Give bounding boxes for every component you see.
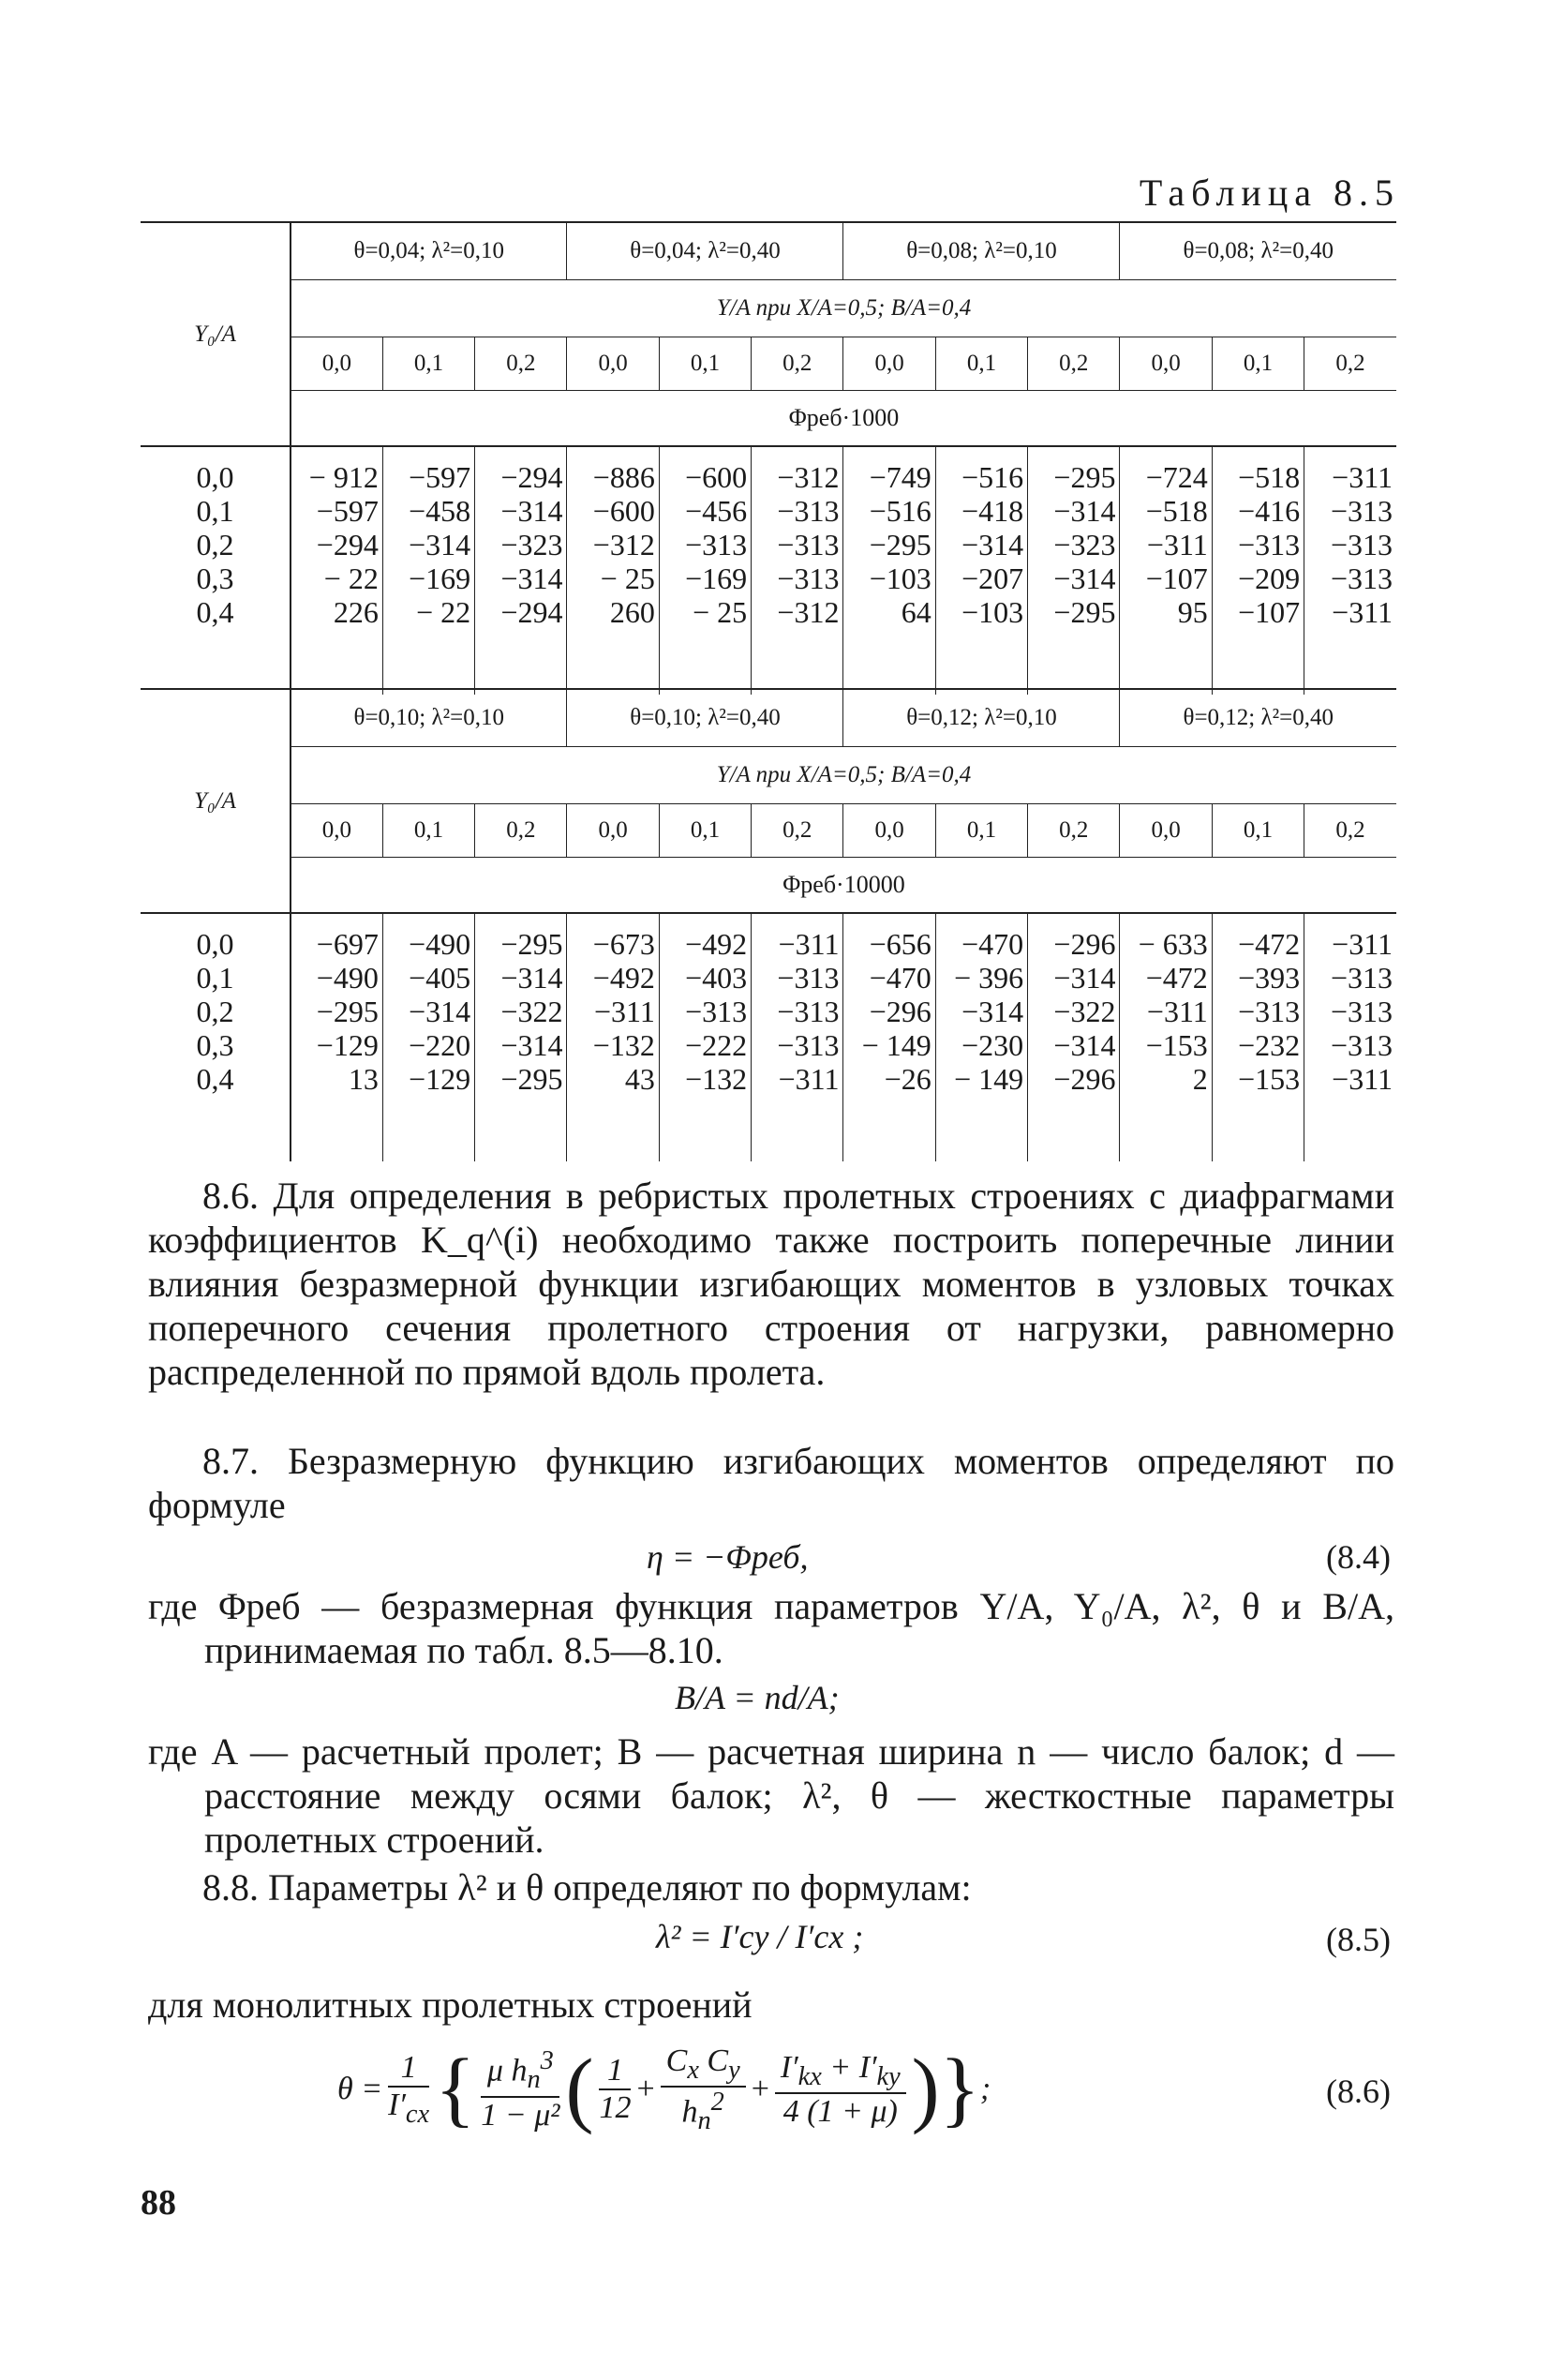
table-cell: −313 xyxy=(777,995,840,1028)
paragraph-text: 8.7. Безразмерную функцию изгибающих моментов определяют по формуле xyxy=(148,1440,1394,1526)
column-header: 0,0 xyxy=(291,337,382,391)
table-cell: −472 xyxy=(1238,927,1301,961)
group-header: θ=0,04; λ²=0,40 xyxy=(567,222,843,280)
value-column xyxy=(1212,913,1304,1161)
page-number: 88 xyxy=(141,2183,176,2223)
table-cell: −312 xyxy=(777,460,840,494)
table-cell: − 25 xyxy=(693,595,748,629)
value-column xyxy=(843,913,935,1161)
table-cell: −516 xyxy=(961,460,1024,494)
table-caption: Таблица 8.5 xyxy=(1139,172,1400,214)
table-cell: −490 xyxy=(409,927,471,961)
table-cell: −232 xyxy=(1238,1028,1301,1062)
table-cell: −311 xyxy=(1332,595,1393,629)
y-value: 0,3 xyxy=(196,1028,234,1062)
column-header: 0,1 xyxy=(382,804,474,858)
value-column xyxy=(659,446,751,695)
table-cell: − 149 xyxy=(861,1028,931,1062)
table-cell: −107 xyxy=(1238,595,1301,629)
table-cell: −294 xyxy=(316,528,379,561)
formula-number: (8.5) xyxy=(1326,1921,1391,1958)
paragraph-text: где A — расчетный пролет; B — расчетная ширина n — число балок; d — расстояние между осями балок; λ², θ — жесткостные параметры пролетных строений. xyxy=(148,1730,1394,1861)
column-header: 0,0 xyxy=(567,337,659,391)
table-cell: −470 xyxy=(961,927,1024,961)
y-value: 0,4 xyxy=(196,595,234,629)
table-cell: −314 xyxy=(1053,561,1116,595)
paragraph-text: 8.8. Параметры λ² и θ определяют по формулам: xyxy=(202,1866,972,1908)
table-cell: −314 xyxy=(1053,1028,1116,1062)
table-cell: −314 xyxy=(409,528,471,561)
function-label: Φреб·1000 xyxy=(291,391,1396,447)
table-cell: − 396 xyxy=(954,961,1024,995)
value-column xyxy=(1120,913,1212,1161)
column-header: 0,1 xyxy=(382,337,474,391)
table-cell: −322 xyxy=(500,995,563,1028)
group-header: θ=0,10; λ²=0,10 xyxy=(291,689,567,747)
value-column xyxy=(475,913,567,1161)
table-cell: −296 xyxy=(869,995,931,1028)
column-header: 0,1 xyxy=(935,337,1027,391)
table-cell: −313 xyxy=(1330,1028,1393,1062)
column-header: 0,2 xyxy=(1304,804,1396,858)
table-cell: −673 xyxy=(592,927,655,961)
table-cell: −295 xyxy=(316,995,379,1028)
paragraph-text: где Φреб — безразмерная функция параметров Y/A, Y₀/A, λ², θ и B/A, принимаемая по табл. 8.5—8.10. xyxy=(148,1585,1394,1671)
value-column xyxy=(1028,446,1120,695)
data-table-2 xyxy=(141,688,1396,1161)
table-cell: −886 xyxy=(592,460,655,494)
column-header: 0,0 xyxy=(1120,337,1212,391)
table-cell: −516 xyxy=(869,494,931,528)
table-cell: −393 xyxy=(1238,961,1301,995)
table-cell: −597 xyxy=(316,494,379,528)
table-cell: −314 xyxy=(1053,494,1116,528)
y-value: 0,0 xyxy=(196,927,234,961)
table-cell: −296 xyxy=(1053,927,1116,961)
table-body xyxy=(141,913,1396,1161)
y-values-cell xyxy=(141,913,291,1161)
group-header: θ=0,08; λ²=0,10 xyxy=(843,222,1120,280)
table-cell: −153 xyxy=(1145,1028,1208,1062)
table-cell: −132 xyxy=(685,1062,748,1096)
table-cell: −311 xyxy=(778,927,840,961)
table-cell: − 149 xyxy=(954,1062,1024,1096)
y-value: 0,1 xyxy=(196,961,234,995)
table-cell: −313 xyxy=(1238,528,1301,561)
column-headers xyxy=(141,804,1396,858)
value-column xyxy=(1304,913,1396,1161)
table-cell: 43 xyxy=(624,1062,655,1096)
table-cell: 64 xyxy=(901,595,931,629)
paragraph-8-6 xyxy=(148,1174,1394,1394)
paragraph-text: для монолитных пролетных строений xyxy=(148,1983,753,2026)
where-block-1 xyxy=(148,1584,1394,1672)
table-cell: −312 xyxy=(592,528,655,561)
value-column xyxy=(291,913,382,1161)
column-header: 0,1 xyxy=(659,337,751,391)
table-cell: −295 xyxy=(1053,460,1116,494)
table-cell: −314 xyxy=(961,995,1024,1028)
table-cell: −313 xyxy=(685,528,748,561)
where-block-2 xyxy=(148,1729,1394,1862)
value-column xyxy=(935,913,1027,1161)
column-header: 0,2 xyxy=(475,337,567,391)
value-column xyxy=(1028,913,1120,1161)
table-cell: −314 xyxy=(500,561,563,595)
table-cell: 260 xyxy=(609,595,655,629)
table-cell: −220 xyxy=(409,1028,471,1062)
group-header: θ=0,08; λ²=0,40 xyxy=(1120,222,1396,280)
y-value: 0,1 xyxy=(196,494,234,528)
column-header: 0,2 xyxy=(752,804,843,858)
table-cell: −129 xyxy=(409,1062,471,1096)
table-cell: 2 xyxy=(1192,1062,1208,1096)
monolith-line xyxy=(148,1983,1394,2027)
column-header: 0,0 xyxy=(1120,804,1212,858)
column-header: 0,0 xyxy=(567,804,659,858)
paragraph-text: 8.6. Для определения в ребристых пролетных строениях с диафрагмами коэффициентов K_q^(i) необходимо также построить поперечные линии влияния безразмерной функции изгибающих моментов в узловых точках поперечного сечения пролетного строения от нагрузки, равномерно распределенной по прямой вдоль пролета. xyxy=(148,1175,1394,1393)
table-cell: −492 xyxy=(592,961,655,995)
y-value: 0,2 xyxy=(196,995,234,1028)
table-cell: −295 xyxy=(1053,595,1116,629)
table-cell: −311 xyxy=(1332,927,1393,961)
value-column xyxy=(752,446,843,695)
table-cell: −724 xyxy=(1145,460,1208,494)
table-cell: −222 xyxy=(685,1028,748,1062)
value-column xyxy=(659,913,751,1161)
formula-8-6: θ = $\frac{1}{I'_{cx}}$ { $\frac{\mu h_n^3}{\text{1 − μ²}}$ ( $\frac{1}{12}$ + $\frac{C_x C_y}{h_n^2}$ + $\frac{I'_{kx} + I'_{ky}}{4 (1 + \mu)}$ )} ; xyxy=(337,2043,991,2136)
table-cell: −153 xyxy=(1238,1062,1301,1096)
table-cell: −295 xyxy=(500,927,563,961)
table-cell: −322 xyxy=(1053,995,1116,1028)
group-header: θ=0,10; λ²=0,40 xyxy=(567,689,843,747)
table-cell: −323 xyxy=(1053,528,1116,561)
table-cell: −600 xyxy=(592,494,655,528)
table-cell: −403 xyxy=(685,961,748,995)
value-column xyxy=(843,446,935,695)
table-cell: − 22 xyxy=(323,561,379,595)
formula-8-5: λ² = I′cy / I′cx ; xyxy=(656,1918,864,1955)
table-cell: −311 xyxy=(778,1062,840,1096)
y-values-cell xyxy=(141,446,291,695)
table-cell: −312 xyxy=(777,595,840,629)
table-cell: −456 xyxy=(685,494,748,528)
table-cell: −311 xyxy=(593,995,655,1028)
table-cell: −314 xyxy=(500,961,563,995)
column-header: 0,2 xyxy=(475,804,567,858)
table-cell: −169 xyxy=(685,561,748,595)
table-cell: −129 xyxy=(316,1028,379,1062)
formula-ba: B/A = nd/A; xyxy=(675,1679,840,1716)
table-cell: −600 xyxy=(685,460,748,494)
value-column xyxy=(752,913,843,1161)
y-value: 0,3 xyxy=(196,561,234,595)
table-cell: −103 xyxy=(961,595,1024,629)
table-cell: −313 xyxy=(1330,961,1393,995)
function-label: Φреб·10000 xyxy=(291,858,1396,914)
column-header: 0,1 xyxy=(1212,337,1304,391)
column-header: 0,1 xyxy=(1212,804,1304,858)
table-body xyxy=(141,446,1396,695)
value-column xyxy=(291,446,382,695)
y-value: 0,0 xyxy=(196,460,234,494)
table-cell: −294 xyxy=(500,460,563,494)
table-cell: −294 xyxy=(500,595,563,629)
table-cell: −103 xyxy=(869,561,931,595)
table-cell: 95 xyxy=(1177,595,1208,629)
table-cell: −749 xyxy=(869,460,931,494)
table-cell: −597 xyxy=(409,460,471,494)
paragraph-8-7 xyxy=(148,1439,1394,1527)
table-cell: −405 xyxy=(409,961,471,995)
table-cell: − 22 xyxy=(416,595,471,629)
data-table-1 xyxy=(141,221,1396,695)
table-cell: −313 xyxy=(1330,528,1393,561)
value-column xyxy=(567,913,659,1161)
formula-8-4: η = −Φреб, xyxy=(647,1538,809,1576)
table-cell: −656 xyxy=(869,927,931,961)
table-cell: −311 xyxy=(1332,1062,1393,1096)
column-header: 0,2 xyxy=(1028,804,1120,858)
value-column xyxy=(475,446,567,695)
table-cell: −472 xyxy=(1145,961,1208,995)
table-cell: −313 xyxy=(1330,494,1393,528)
table-cell: −311 xyxy=(1146,528,1208,561)
table-cell: − 25 xyxy=(600,561,655,595)
paragraph-8-8 xyxy=(148,1865,1394,1909)
value-column xyxy=(382,913,474,1161)
sub-header: Y/A при X/A=0,5; B/A=0,4 xyxy=(291,280,1396,337)
value-column xyxy=(1212,446,1304,695)
table-cell: −207 xyxy=(961,561,1024,595)
table-cell: −313 xyxy=(1238,995,1301,1028)
table-cell: −314 xyxy=(409,995,471,1028)
table-cell: −230 xyxy=(961,1028,1024,1062)
table-cell: −314 xyxy=(500,1028,563,1062)
value-column xyxy=(382,446,474,695)
column-header: 0,2 xyxy=(752,337,843,391)
table-cell: − 912 xyxy=(308,460,379,494)
group-header: θ=0,12; λ²=0,10 xyxy=(843,689,1120,747)
column-header: 0,0 xyxy=(291,804,382,858)
y-value: 0,4 xyxy=(196,1062,234,1096)
column-headers xyxy=(141,337,1396,391)
table-cell: −458 xyxy=(409,494,471,528)
table-cell: −295 xyxy=(500,1062,563,1096)
table-cell: −313 xyxy=(777,961,840,995)
table-cell: −490 xyxy=(316,961,379,995)
table-cell: −107 xyxy=(1145,561,1208,595)
y-value: 0,2 xyxy=(196,528,234,561)
table-cell: −313 xyxy=(777,494,840,528)
table-cell: −311 xyxy=(1146,995,1208,1028)
table-cell: −26 xyxy=(884,1062,931,1096)
table-cell: 226 xyxy=(333,595,379,629)
group-header: θ=0,04; λ²=0,10 xyxy=(291,222,567,280)
value-column xyxy=(1120,446,1212,695)
table-cell: −132 xyxy=(592,1028,655,1062)
table-cell: −313 xyxy=(777,561,840,595)
table-cell: −418 xyxy=(961,494,1024,528)
table-cell: −697 xyxy=(316,927,379,961)
table-cell: −295 xyxy=(869,528,931,561)
table-cell: −314 xyxy=(1053,961,1116,995)
table-cell: −311 xyxy=(1332,460,1393,494)
table-cell: −518 xyxy=(1145,494,1208,528)
table-cell: −314 xyxy=(500,494,563,528)
value-column xyxy=(1304,446,1396,695)
table-cell: − 633 xyxy=(1138,927,1208,961)
table-cell: −313 xyxy=(1330,561,1393,595)
value-column xyxy=(935,446,1027,695)
table-cell: −323 xyxy=(500,528,563,561)
row-header: Y₀/A xyxy=(141,222,291,446)
table-cell: −416 xyxy=(1238,494,1301,528)
column-header: 0,2 xyxy=(1028,337,1120,391)
table-cell: −313 xyxy=(1330,995,1393,1028)
formula-number: (8.6) xyxy=(1326,2073,1391,2110)
group-header: θ=0,12; λ²=0,40 xyxy=(1120,689,1396,747)
table-cell: −314 xyxy=(961,528,1024,561)
column-header: 0,0 xyxy=(843,337,935,391)
value-column xyxy=(567,446,659,695)
table-cell: −470 xyxy=(869,961,931,995)
row-header: Y₀/A xyxy=(141,689,291,913)
column-header: 0,1 xyxy=(659,804,751,858)
table-cell: −296 xyxy=(1053,1062,1116,1096)
table-cell: −518 xyxy=(1238,460,1301,494)
table-cell: −492 xyxy=(685,927,748,961)
column-header: 0,1 xyxy=(935,804,1027,858)
table-cell: −169 xyxy=(409,561,471,595)
column-header: 0,2 xyxy=(1304,337,1396,391)
table-cell: 13 xyxy=(348,1062,379,1096)
table-cell: −209 xyxy=(1238,561,1301,595)
formula-number: (8.4) xyxy=(1326,1538,1391,1576)
sub-header: Y/A при X/A=0,5; B/A=0,4 xyxy=(291,747,1396,804)
column-header: 0,0 xyxy=(843,804,935,858)
table-cell: −313 xyxy=(777,528,840,561)
table-cell: −313 xyxy=(685,995,748,1028)
table-cell: −313 xyxy=(777,1028,840,1062)
